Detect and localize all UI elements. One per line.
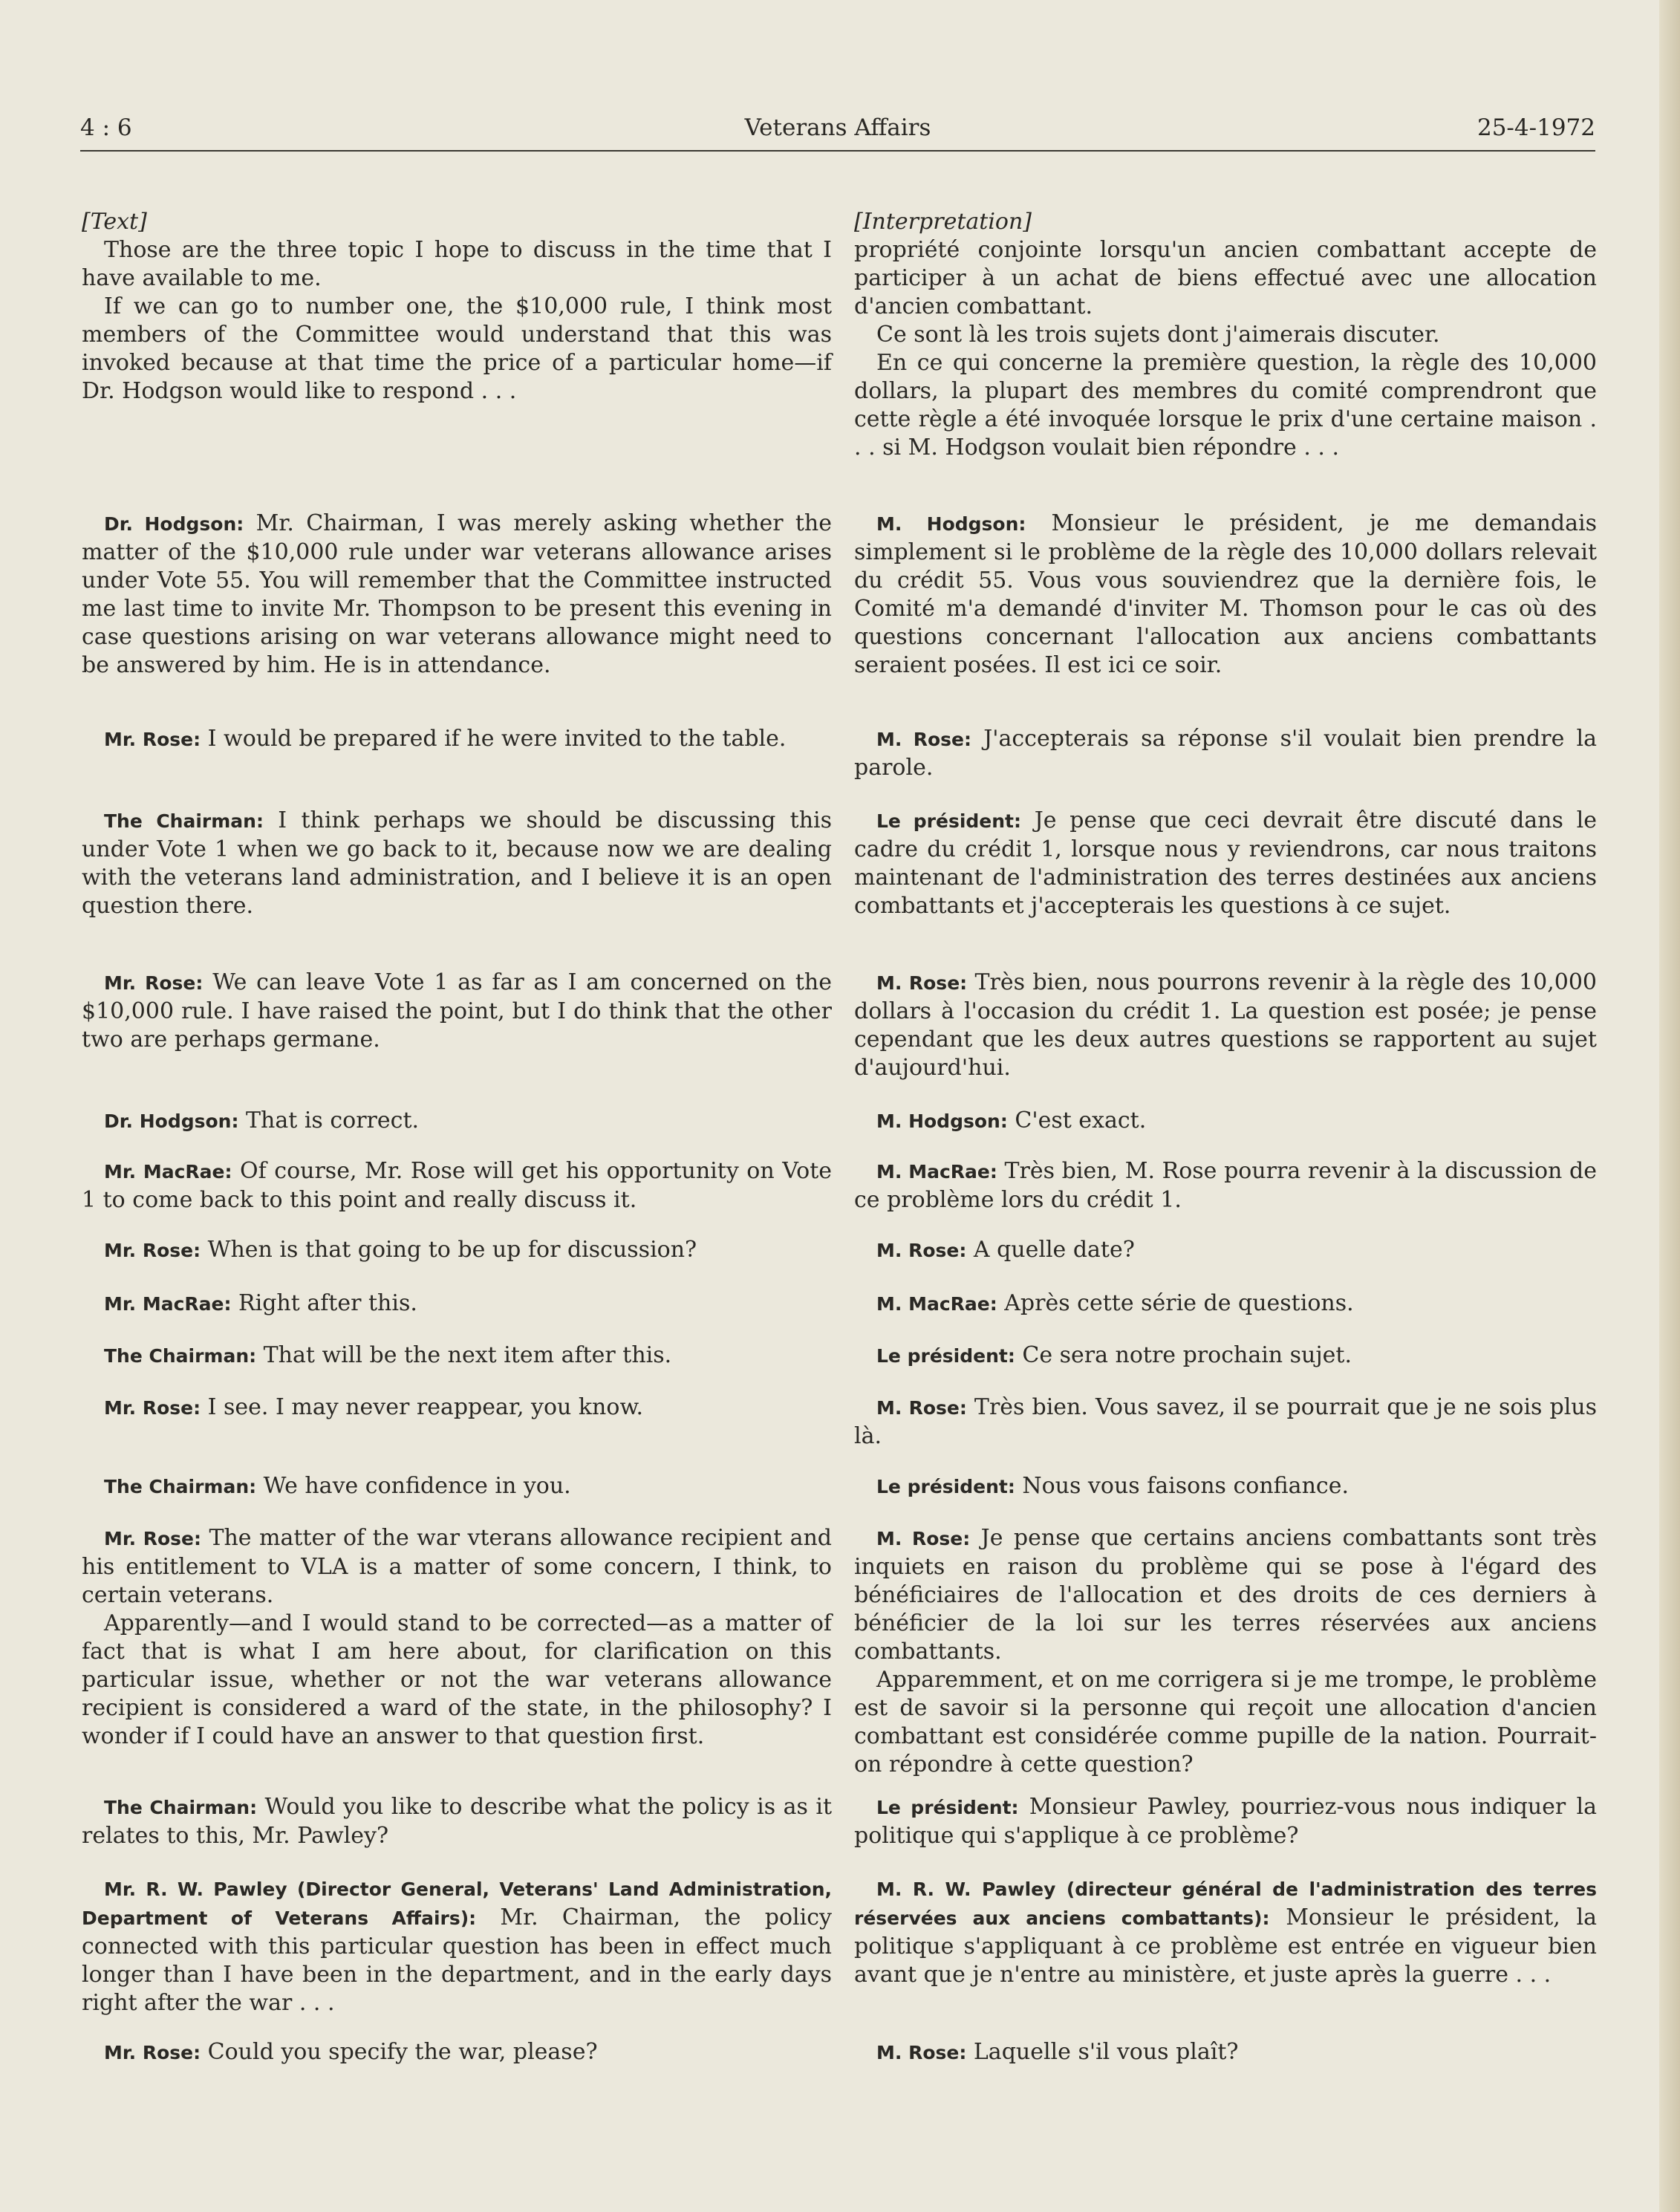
speech-paragraph: Apparently—and I would stand to be corrected—as a matter of fact that is what I am here about, for clarification on this particular issue, whether or not the war veterans allowance recipient is considered a ward of the state, in the philosophy? I wonder if I could have an answer to that question first. bbox=[82, 1610, 832, 1749]
speaker-name: M. MacRae: bbox=[876, 1161, 997, 1183]
speaker-name: Le président: bbox=[876, 1797, 1019, 1818]
speaker-name: Mr. Rose: bbox=[104, 972, 204, 994]
speech-text: Of course, Mr. Rose will get his opportunity on Vote 1 to come back to this point and really discuss it. bbox=[82, 1158, 833, 1213]
speech-text: That is correct. bbox=[238, 1107, 420, 1133]
transcript-entry bbox=[82, 1472, 832, 1501]
speaker-name: M. Rose: bbox=[876, 972, 968, 994]
page-edge bbox=[1659, 0, 1680, 2212]
transcript-entry bbox=[854, 969, 1597, 1082]
interpretation-marker: [Interpretation] bbox=[854, 209, 1032, 235]
speech-text: Ce sera notre prochain sujet. bbox=[1015, 1342, 1352, 1368]
speaker-name: Mr. Rose: bbox=[104, 1397, 201, 1419]
speech-text: Could you specify the war, please? bbox=[201, 2039, 598, 2065]
transcript-entry bbox=[854, 1107, 1597, 1136]
speech-paragraph bbox=[854, 1524, 1597, 1666]
speech-text: I think perhaps we should be discussing this under Vote 1 when we go back to it, because now we are dealing with the veterans land administration, and I believe it is an open question there. bbox=[82, 807, 832, 919]
speech-text: Laquelle s'il vous plaît? bbox=[966, 2039, 1239, 2065]
speech-text: We have confidence in you. bbox=[256, 1473, 571, 1499]
transcript-entry bbox=[854, 1793, 1597, 1850]
speech-text: We can leave Vote 1 as far as I am concerned on the $10,000 rule. I have raised the point, but I do think that the other two are perhaps germane. bbox=[82, 969, 832, 1053]
transcript-entry bbox=[82, 1289, 832, 1318]
transcript-entry bbox=[854, 725, 1597, 782]
speech-text: Très bien. Vous savez, il se pourrait que je ne sois plus là. bbox=[854, 1394, 1598, 1449]
publication-title: Veterans Affairs bbox=[744, 114, 931, 141]
transcript-entry bbox=[82, 807, 832, 920]
speaker-name: Mr. R. W. Pawley (Director General, Veterans' Land Administration, Department of Veterans Affairs): bbox=[82, 1878, 832, 1929]
speaker-name: Mr. Rose: bbox=[104, 2042, 201, 2063]
transcript-entry bbox=[854, 1341, 1597, 1370]
speech-text: Monsieur Pawley, pourriez-vous nous indiquer la politique qui s'applique à ce problème? bbox=[854, 1794, 1597, 1849]
intro-paragraph: Ce sont là les trois sujets dont j'aimerais discuter. bbox=[876, 322, 1440, 348]
intro-paragraph: Those are the three topic I hope to discuss in the time that I have available to me. bbox=[82, 237, 832, 291]
speaker-name: M. Rose: bbox=[876, 2042, 967, 2063]
speech-text: Après cette série de questions. bbox=[997, 1290, 1354, 1316]
transcript-entry bbox=[82, 725, 832, 754]
speech-text: That will be the next item after this. bbox=[256, 1342, 672, 1368]
transcript-entry bbox=[82, 1793, 832, 1850]
transcript-entry bbox=[82, 1236, 832, 1265]
page-header bbox=[80, 111, 1595, 152]
speech-text: Nous vous faisons confiance. bbox=[1015, 1473, 1349, 1499]
speaker-name: The Chairman: bbox=[104, 1476, 257, 1497]
speaker-name: M. Rose: bbox=[876, 729, 971, 750]
transcript-entry bbox=[82, 1524, 832, 1751]
speaker-name: Le président: bbox=[876, 1476, 1015, 1497]
speaker-name: Mr. MacRae: bbox=[104, 1293, 232, 1315]
speaker-name: Le président: bbox=[876, 1345, 1015, 1367]
speech-text: Right after this. bbox=[231, 1290, 417, 1316]
transcript-entry bbox=[854, 1472, 1597, 1501]
speaker-name: The Chairman: bbox=[104, 1797, 258, 1818]
speech-text: Je pense que ceci devrait être discuté dans le cadre du crédit 1, lorsque nous y reviendrons, car nous traitons maintenant de l'administration des terres destinées aux anciens combattants et j'accepterais les questions à ce sujet. bbox=[854, 807, 1597, 919]
speech-text: I would be prepared if he were invited to the table. bbox=[201, 726, 787, 752]
transcript-entry bbox=[854, 1875, 1597, 1989]
transcript-entry bbox=[854, 1393, 1597, 1451]
speaker-name: M. Hodgson: bbox=[876, 513, 1026, 535]
speaker-name: Mr. MacRae: bbox=[104, 1161, 232, 1183]
speaker-name: M. Rose: bbox=[876, 1397, 967, 1419]
speaker-name: Mr. Rose: bbox=[104, 1528, 202, 1549]
intro-paragraph: En ce qui concerne la première question, la règle des 10,000 dollars, la plupart des membres du comité comprendront que cette règle a été invoquée lorsque le prix d'une certaine maison . . . si M. Hodgson voulait bien répondre . . . bbox=[854, 350, 1597, 461]
intro-paragraph: If we can go to number one, the $10,000 rule, I think most members of the Committee would understand that this was invoked because at that time the price of a particular home—if Dr. Hodgson would like to respond . . . bbox=[82, 293, 832, 404]
intro-paragraphs bbox=[854, 236, 1597, 462]
page-number: 4 : 6 bbox=[80, 114, 132, 141]
transcript-entry bbox=[854, 510, 1597, 680]
speech-paragraph: Apparemment, et on me corrigera si je me trompe, le problème est de savoir si la personne qui reçoit une allocation d'ancien combattant est considérée comme pupille de la nation. Pourrait-on répondre à cette question? bbox=[854, 1667, 1597, 1777]
intro-paragraph: propriété conjointe lorsqu'un ancien combattant accepte de participer à un achat de biens effectué avec une allocation d'ancien combattant. bbox=[854, 237, 1597, 319]
transcript-entry bbox=[82, 1393, 832, 1422]
speech-text: Je pense que certains anciens combattants sont très inquiets en raison du problème qui se pose à l'égard des bénéficiaires de l'allocation et des droits de ces derniers à bénéficier de la loi sur les terres réservées aux anciens combattants. bbox=[854, 1525, 1597, 1665]
speaker-name: Mr. Rose: bbox=[104, 729, 201, 750]
transcript-entry bbox=[82, 1341, 832, 1370]
speech-paragraph bbox=[82, 1524, 832, 1610]
transcript-entry bbox=[82, 1107, 832, 1136]
speaker-name: M. Rose: bbox=[876, 1240, 967, 1261]
speaker-name: The Chairman: bbox=[104, 810, 264, 832]
transcript-entry bbox=[82, 2038, 832, 2067]
speech-text: A quelle date? bbox=[966, 1237, 1135, 1263]
speaker-name: Dr. Hodgson: bbox=[104, 513, 244, 535]
transcript-entry bbox=[82, 1157, 832, 1214]
speech-text: Would you like to describe what the policy is as it relates to this, Mr. Pawley? bbox=[82, 1794, 833, 1849]
transcript-entry bbox=[82, 1875, 832, 2017]
transcript-entry bbox=[854, 807, 1597, 920]
speaker-name: M. Rose: bbox=[876, 1528, 971, 1549]
speech-text: Monsieur le président, la politique s'appliquant à ce problème est entrée en vigueur bien avant que je n'entre au ministère, et juste après la guerre . . . bbox=[854, 1904, 1597, 1988]
speech-text: C'est exact. bbox=[1007, 1107, 1147, 1133]
speaker-name: M. MacRae: bbox=[876, 1293, 997, 1315]
speaker-name: Dr. Hodgson: bbox=[104, 1110, 239, 1132]
transcript-entry bbox=[854, 1157, 1597, 1214]
intro-paragraphs bbox=[82, 236, 832, 406]
transcript-entry bbox=[82, 969, 832, 1054]
transcript-entry bbox=[82, 510, 832, 680]
speech-text: Mr. Chairman, the policy connected with this particular question has been in effect much longer than I have been in the department, and in the early days right after the war . . . bbox=[82, 1904, 832, 2016]
transcript-entry bbox=[854, 1524, 1597, 1779]
speech-text: Très bien, nous pourrons revenir à la règle des 10,000 dollars à l'occasion du crédit 1. La question est posée; je pense cependant que les deux autres questions se rapportent au sujet d'aujourd'hui. bbox=[854, 969, 1598, 1081]
transcript-entry bbox=[854, 1289, 1597, 1318]
transcript-entry bbox=[854, 1236, 1597, 1265]
text-marker: [Text] bbox=[82, 209, 147, 235]
speech-text: When is that going to be up for discussion? bbox=[201, 1237, 697, 1263]
speaker-name: M. R. W. Pawley (directeur général de l'administration des terres réservées aux anciens combattants): bbox=[854, 1878, 1597, 1929]
speaker-name: Le président: bbox=[876, 810, 1022, 832]
speech-text: I see. I may never reappear, you know. bbox=[201, 1394, 644, 1420]
speech-text: Mr. Chairman, I was merely asking whether the matter of the $10,000 rule under war veterans allowance arises under Vote 55. You will remember that the Committee instructed me last time to invite Mr. Thompson to be present this evening in case questions arising on war veterans allowance might need to be answered by him. He is in attendance. bbox=[82, 510, 832, 678]
transcript-entry bbox=[854, 2038, 1597, 2067]
speech-text: The matter of the war vterans allowance recipient and his entitlement to VLA is a matter of some concern, I think, to certain veterans. bbox=[82, 1525, 832, 1608]
speech-text: Monsieur le président, je me demandais simplement si le problème de la règle des 10,000 dollars relevait du crédit 55. Vous vous souviendrez que la dernière fois, le Comité m'a demandé d'inviter M. Thomson pour le cas où des questions concernant l'allocation aux anciens combattants seraient posées. Il est ici ce soir. bbox=[854, 510, 1597, 678]
speaker-name: M. Hodgson: bbox=[876, 1110, 1008, 1132]
speaker-name: Mr. Rose: bbox=[104, 1240, 201, 1261]
page-date: 25-4-1972 bbox=[1476, 114, 1595, 141]
speech-text: Très bien, M. Rose pourra revenir à la discussion de ce problème lors du crédit 1. bbox=[854, 1158, 1597, 1213]
speech-text: J'accepterais sa réponse s'il voulait bien prendre la parole. bbox=[854, 726, 1597, 781]
speaker-name: The Chairman: bbox=[104, 1345, 257, 1367]
